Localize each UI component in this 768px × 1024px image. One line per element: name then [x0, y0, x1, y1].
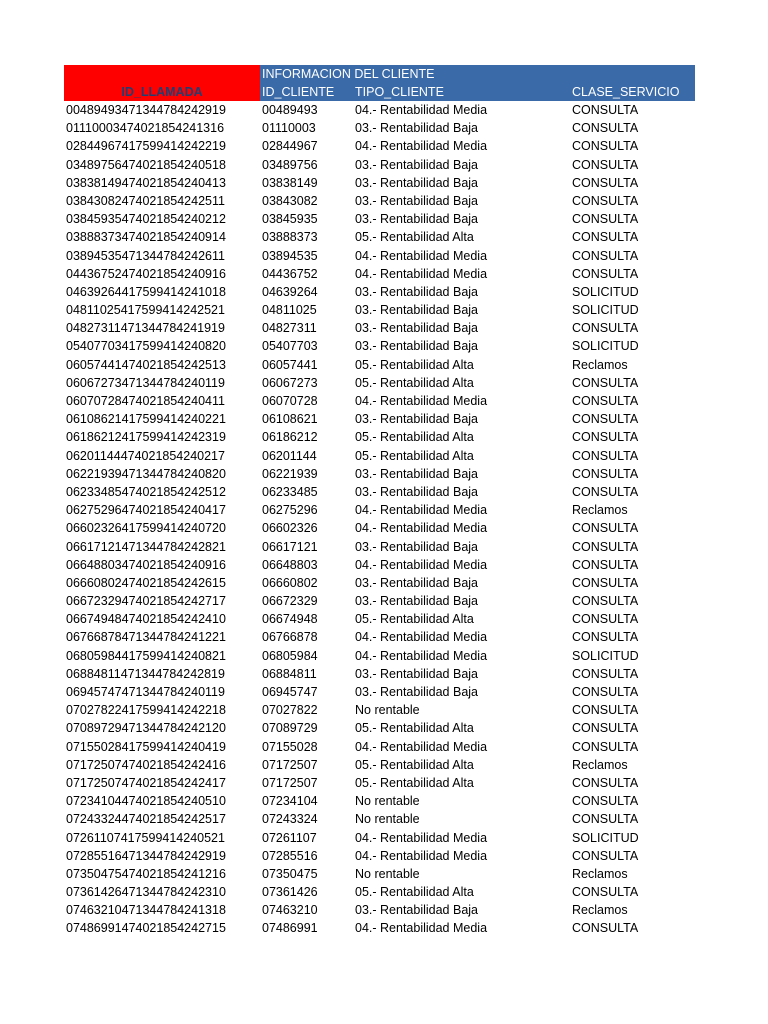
cell-tipo-cliente[interactable]: 05.- Rentabilidad Alta [355, 357, 474, 372]
cell-tipo-cliente[interactable]: 03.- Rentabilidad Baja [355, 121, 478, 136]
table-row [64, 356, 695, 374]
cell-id-llamada[interactable]: 07361426471344784242310 [66, 885, 226, 900]
cell-clase-servicio[interactable]: CONSULTA [572, 193, 639, 208]
table-row [64, 865, 695, 883]
cell-id-llamada[interactable]: 02844967417599414242219 [66, 139, 226, 154]
cell-clase-servicio[interactable]: CONSULTA [572, 448, 639, 463]
cell-id-cliente[interactable]: 06067273 [262, 375, 318, 390]
cell-id-llamada[interactable]: 07285516471344784242919 [66, 848, 226, 863]
cell-tipo-cliente[interactable]: 05.- Rentabilidad Alta [355, 612, 474, 627]
cell-id-cliente[interactable]: 03489756 [262, 157, 318, 172]
cell-id-llamada[interactable]: 07243324474021854242517 [66, 812, 226, 827]
table-row [64, 774, 695, 792]
cell-id-cliente[interactable]: 03888373 [262, 230, 318, 245]
cell-tipo-cliente[interactable]: 05.- Rentabilidad Alta [355, 430, 474, 445]
cell-tipo-cliente[interactable]: 04.- Rentabilidad Media [355, 521, 488, 536]
cell-tipo-cliente[interactable]: 03.- Rentabilidad Baja [355, 466, 478, 481]
cell-id-llamada[interactable]: 06067273471344784240119 [66, 375, 225, 390]
cell-id-llamada[interactable]: 03845935474021854240212 [66, 212, 226, 227]
cell-tipo-cliente[interactable]: 03.- Rentabilidad Baja [355, 539, 478, 554]
cell-id-cliente[interactable]: 01110003 [262, 121, 316, 136]
cell-id-llamada[interactable]: 06648803474021854240916 [66, 557, 226, 572]
cell-id-cliente[interactable]: 06070728 [262, 394, 318, 408]
cell-id-llamada[interactable]: 06884811471344784242819 [66, 666, 225, 681]
cell-clase-servicio[interactable]: CONSULTA [572, 921, 639, 936]
cell-id-cliente[interactable]: 06057441 [262, 357, 318, 372]
cell-tipo-cliente[interactable]: 04.- Rentabilidad Media [355, 103, 488, 117]
cell-id-llamada[interactable]: 04811025417599414242521 [66, 303, 225, 318]
cell-tipo-cliente[interactable]: 04.- Rentabilidad Media [355, 503, 488, 518]
cell-id-llamada[interactable]: 06057441474021854242513 [66, 357, 226, 372]
table-row [64, 847, 695, 865]
cell-tipo-cliente[interactable]: 05.- Rentabilidad Alta [355, 230, 474, 245]
cell-clase-servicio[interactable]: Reclamos [572, 503, 628, 518]
table-row [64, 247, 695, 265]
cell-tipo-cliente[interactable]: 04.- Rentabilidad Media [355, 739, 488, 754]
cell-id-cliente[interactable]: 07155028 [262, 739, 318, 754]
cell-id-llamada[interactable]: 03843082474021854242511 [66, 193, 225, 208]
cell-id-llamada[interactable]: 07261107417599414240521 [66, 830, 225, 845]
cell-id-cliente[interactable]: 06275296 [262, 503, 318, 518]
cell-tipo-cliente[interactable]: 03.- Rentabilidad Baja [355, 212, 478, 227]
cell-id-llamada[interactable]: 06766878471344784241221 [66, 630, 226, 645]
table-row [64, 301, 695, 319]
cell-id-llamada[interactable]: 06674948474021854242410 [66, 612, 226, 627]
cell-clase-servicio[interactable]: CONSULTA [572, 394, 639, 408]
cell-id-cliente[interactable]: 07285516 [262, 848, 318, 863]
cell-clase-servicio[interactable]: CONSULTA [572, 630, 639, 645]
cell-id-cliente[interactable]: 06884811 [262, 666, 317, 681]
cell-tipo-cliente[interactable]: 03.- Rentabilidad Baja [355, 193, 478, 208]
cell-id-cliente[interactable]: 06602326 [262, 521, 318, 536]
table-row [64, 210, 695, 228]
cell-clase-servicio[interactable]: Reclamos [572, 757, 628, 772]
cell-tipo-cliente[interactable]: 03.- Rentabilidad Baja [355, 321, 478, 336]
cell-clase-servicio[interactable]: CONSULTA [572, 575, 639, 590]
cell-tipo-cliente[interactable]: 04.- Rentabilidad Media [355, 139, 488, 154]
table-header [64, 65, 695, 101]
table-row [64, 683, 695, 701]
table-row [64, 519, 695, 537]
cell-id-cliente[interactable]: 03838149 [262, 175, 318, 190]
cell-clase-servicio[interactable]: CONSULTA [572, 721, 639, 736]
table-row [64, 647, 695, 665]
cell-clase-servicio[interactable]: CONSULTA [572, 794, 639, 809]
cell-id-cliente[interactable]: 06186212 [262, 430, 318, 445]
table-row [64, 901, 695, 919]
table-row [64, 374, 695, 392]
cell-id-llamada[interactable]: 07234104474021854240510 [66, 794, 226, 809]
cell-id-llamada[interactable]: 06221939471344784240820 [66, 466, 226, 481]
cell-tipo-cliente[interactable]: 03.- Rentabilidad Baja [355, 575, 478, 590]
cell-tipo-cliente[interactable]: 05.- Rentabilidad Alta [355, 775, 474, 790]
cell-id-cliente[interactable]: 04639264 [262, 284, 318, 299]
cell-tipo-cliente[interactable]: 05.- Rentabilidad Alta [355, 721, 474, 736]
table-row [64, 428, 695, 446]
cell-clase-servicio[interactable]: SOLICITUD [572, 830, 639, 845]
cell-tipo-cliente[interactable]: No rentable [355, 812, 420, 827]
table-row [64, 574, 695, 592]
cell-clase-servicio[interactable]: CONSULTA [572, 375, 639, 390]
table-row [64, 610, 695, 628]
cell-clase-servicio[interactable]: CONSULTA [572, 484, 639, 499]
cell-id-cliente[interactable]: 03894535 [262, 248, 318, 263]
cell-tipo-cliente[interactable]: 04.- Rentabilidad Media [355, 630, 488, 645]
cell-id-llamada[interactable]: 07089729471344784242120 [66, 721, 226, 736]
cell-id-llamada[interactable]: 07172507474021854242417 [66, 775, 226, 790]
table-row [64, 792, 695, 810]
cell-id-llamada[interactable]: 03489756474021854240518 [66, 157, 226, 172]
cell-tipo-cliente[interactable]: No rentable [355, 866, 420, 881]
cell-tipo-cliente[interactable]: 04.- Rentabilidad Media [355, 248, 488, 263]
cell-id-cliente[interactable]: 07172507 [262, 775, 318, 790]
cell-id-cliente[interactable]: 03845935 [262, 212, 318, 227]
cell-tipo-cliente[interactable]: 03.- Rentabilidad Baja [355, 594, 478, 609]
table-row [64, 538, 695, 556]
cell-id-cliente[interactable]: 05407703 [262, 339, 318, 354]
cell-id-cliente[interactable]: 07361426 [262, 885, 318, 900]
cell-id-cliente[interactable]: 06805984 [262, 648, 318, 663]
cell-clase-servicio[interactable]: CONSULTA [572, 812, 639, 827]
table-row [64, 465, 695, 483]
cell-id-llamada[interactable]: 04639264417599414241018 [66, 284, 226, 299]
cell-id-llamada[interactable]: 07486991474021854242715 [66, 921, 226, 936]
cell-clase-servicio[interactable]: CONSULTA [572, 248, 639, 263]
cell-id-llamada[interactable]: 07172507474021854242416 [66, 757, 226, 772]
cell-id-llamada[interactable]: 06108621417599414240221 [66, 412, 226, 427]
cell-clase-servicio[interactable]: CONSULTA [572, 157, 639, 172]
cell-id-cliente[interactable]: 06660802 [262, 575, 318, 590]
header-clase-servicio[interactable]: CLASE_SERVICIO [572, 85, 680, 99]
cell-id-llamada[interactable]: 06186212417599414242319 [66, 430, 226, 445]
table-row [64, 101, 695, 119]
cell-id-cliente[interactable]: 04811025 [262, 303, 317, 318]
cell-id-llamada[interactable]: 05407703417599414240820 [66, 339, 226, 354]
cell-clase-servicio[interactable]: CONSULTA [572, 412, 639, 427]
cell-clase-servicio[interactable]: CONSULTA [572, 466, 639, 481]
cell-clase-servicio[interactable]: SOLICITUD [572, 284, 639, 299]
cell-tipo-cliente[interactable]: No rentable [355, 794, 420, 809]
cell-clase-servicio[interactable]: CONSULTA [572, 885, 639, 900]
cell-clase-servicio[interactable]: SOLICITUD [572, 303, 639, 318]
cell-clase-servicio[interactable]: CONSULTA [572, 848, 639, 863]
cell-clase-servicio[interactable]: CONSULTA [572, 739, 639, 754]
cell-id-cliente[interactable]: 00489493 [262, 103, 318, 117]
cell-clase-servicio[interactable]: CONSULTA [572, 666, 639, 681]
cell-clase-servicio[interactable]: CONSULTA [572, 266, 639, 281]
table-row [64, 410, 695, 428]
cell-tipo-cliente[interactable]: 05.- Rentabilidad Alta [355, 448, 474, 463]
table-row [64, 756, 695, 774]
table-row [64, 156, 695, 174]
cell-clase-servicio[interactable]: CONSULTA [572, 685, 639, 699]
cell-id-llamada[interactable]: 07463210471344784241318 [66, 903, 226, 918]
cell-id-cliente[interactable]: 07350475 [262, 866, 318, 881]
cell-tipo-cliente[interactable]: 05.- Rentabilidad Alta [355, 885, 474, 900]
cell-id-llamada[interactable]: 06672329474021854242717 [66, 594, 226, 609]
cell-id-llamada[interactable]: 06275296474021854240417 [66, 503, 226, 518]
cell-id-cliente[interactable]: 06672329 [262, 594, 318, 609]
cell-id-llamada[interactable]: 06201144474021854240217 [66, 448, 225, 463]
table-row [64, 738, 695, 756]
cell-clase-servicio[interactable]: CONSULTA [572, 103, 639, 117]
table-row [64, 319, 695, 337]
cell-id-llamada[interactable]: 07350475474021854241216 [66, 866, 226, 881]
cell-clase-servicio[interactable]: Reclamos [572, 357, 628, 372]
cell-id-cliente[interactable]: 07027822 [262, 703, 318, 718]
cell-clase-servicio[interactable]: CONSULTA [572, 775, 639, 790]
cell-id-cliente[interactable]: 03843082 [262, 193, 318, 208]
cell-clase-servicio[interactable]: CONSULTA [572, 557, 639, 572]
cell-id-llamada[interactable]: 06805984417599414240821 [66, 648, 226, 663]
cell-id-cliente[interactable]: 07089729 [262, 721, 318, 736]
cell-tipo-cliente[interactable]: 04.- Rentabilidad Media [355, 848, 488, 863]
cell-id-cliente[interactable]: 07463210 [262, 903, 318, 918]
cell-id-llamada[interactable]: 06602326417599414240720 [66, 521, 226, 536]
table-row [64, 628, 695, 646]
cell-clase-servicio[interactable]: CONSULTA [572, 521, 639, 536]
cell-id-cliente[interactable]: 06945747 [262, 685, 318, 699]
cell-id-cliente[interactable]: 06674948 [262, 612, 318, 627]
cell-tipo-cliente[interactable]: 03.- Rentabilidad Baja [355, 666, 478, 681]
header-client-info-block [260, 65, 695, 101]
cell-id-llamada[interactable]: 06945747471344784240119 [66, 685, 225, 699]
cell-id-llamada[interactable]: 03894535471344784242611 [66, 248, 225, 263]
cell-tipo-cliente[interactable]: 03.- Rentabilidad Baja [355, 175, 478, 190]
table-row [64, 392, 695, 410]
cell-tipo-cliente[interactable]: 04.- Rentabilidad Media [355, 648, 488, 663]
cell-clase-servicio[interactable]: CONSULTA [572, 430, 639, 445]
cell-id-llamada[interactable]: 06660802474021854242615 [66, 575, 226, 590]
table-row [64, 556, 695, 574]
cell-id-cliente[interactable]: 07234104 [262, 794, 318, 809]
cell-clase-servicio[interactable]: CONSULTA [572, 539, 639, 554]
cell-tipo-cliente[interactable]: 04.- Rentabilidad Media [355, 830, 488, 845]
table-row [64, 447, 695, 465]
cell-clase-servicio[interactable]: CONSULTA [572, 703, 639, 718]
cell-clase-servicio[interactable]: CONSULTA [572, 139, 639, 154]
cell-tipo-cliente[interactable]: 05.- Rentabilidad Alta [355, 757, 474, 772]
table-row [64, 501, 695, 519]
cell-id-llamada[interactable]: 00489493471344784242919 [66, 103, 226, 117]
cell-tipo-cliente[interactable]: 05.- Rentabilidad Alta [355, 375, 474, 390]
cell-tipo-cliente[interactable]: 03.- Rentabilidad Baja [355, 412, 478, 427]
table-row [64, 192, 695, 210]
cell-clase-servicio[interactable]: CONSULTA [572, 175, 639, 190]
cell-tipo-cliente[interactable]: 03.- Rentabilidad Baja [355, 284, 478, 299]
cell-tipo-cliente[interactable]: 04.- Rentabilidad Media [355, 266, 488, 281]
cell-tipo-cliente[interactable]: 03.- Rentabilidad Baja [355, 339, 478, 354]
cell-tipo-cliente[interactable]: 04.- Rentabilidad Media [355, 394, 488, 408]
cell-id-cliente[interactable]: 06221939 [262, 466, 318, 481]
cell-tipo-cliente[interactable]: No rentable [355, 703, 420, 718]
cell-tipo-cliente[interactable]: 03.- Rentabilidad Baja [355, 685, 478, 699]
spreadsheet-table [64, 65, 695, 936]
cell-id-cliente[interactable]: 07261107 [262, 830, 317, 845]
table-row [64, 883, 695, 901]
cell-id-llamada[interactable]: 06617121471344784242821 [66, 539, 226, 554]
cell-id-cliente[interactable]: 02844967 [262, 139, 318, 154]
header-group-title[interactable]: INFORMACION DEL CLIENTE [262, 67, 435, 81]
cell-id-llamada[interactable]: 03838149474021854240413 [66, 175, 226, 190]
table-body [64, 101, 695, 938]
cell-id-cliente[interactable]: 07243324 [262, 812, 318, 827]
cell-clase-servicio[interactable]: CONSULTA [572, 212, 639, 227]
cell-id-cliente[interactable]: 07486991 [262, 921, 318, 936]
cell-clase-servicio[interactable]: CONSULTA [572, 121, 639, 136]
header-id-cliente[interactable]: ID_CLIENTE [262, 85, 335, 99]
cell-tipo-cliente[interactable]: 03.- Rentabilidad Baja [355, 484, 478, 499]
cell-id-llamada[interactable]: 07155028417599414240419 [66, 739, 226, 754]
table-row [64, 174, 695, 192]
cell-id-cliente[interactable]: 06233485 [262, 484, 318, 499]
cell-clase-servicio[interactable]: CONSULTA [572, 612, 639, 627]
cell-id-cliente[interactable]: 06617121 [262, 539, 318, 554]
table-row [64, 119, 695, 137]
cell-id-cliente[interactable]: 07172507 [262, 757, 318, 772]
cell-tipo-cliente[interactable]: 03.- Rentabilidad Baja [355, 903, 478, 918]
cell-id-cliente[interactable]: 06108621 [262, 412, 318, 427]
cell-tipo-cliente[interactable]: 04.- Rentabilidad Media [355, 921, 488, 936]
cell-id-cliente[interactable]: 06648803 [262, 557, 318, 572]
cell-id-llamada[interactable]: 06233485474021854242512 [66, 484, 226, 499]
header-tipo-cliente[interactable]: TIPO_CLIENTE [355, 85, 444, 99]
cell-tipo-cliente[interactable]: 03.- Rentabilidad Baja [355, 157, 478, 172]
table-row [64, 265, 695, 283]
table-row [64, 810, 695, 828]
cell-clase-servicio[interactable]: CONSULTA [572, 321, 639, 336]
table-row [64, 337, 695, 355]
table-row [64, 483, 695, 501]
table-row [64, 919, 695, 937]
cell-id-llamada[interactable]: 07027822417599414242218 [66, 703, 226, 718]
cell-clase-servicio[interactable]: Reclamos [572, 903, 628, 918]
cell-clase-servicio[interactable]: CONSULTA [572, 594, 639, 609]
header-id-llamada-cell[interactable] [64, 65, 260, 101]
cell-id-llamada[interactable]: 06070728474021854240411 [66, 394, 225, 408]
table-row [64, 283, 695, 301]
cell-id-llamada[interactable]: 04436752474021854240916 [66, 266, 226, 281]
cell-clase-servicio[interactable]: SOLICITUD [572, 648, 639, 663]
table-row [64, 228, 695, 246]
cell-clase-servicio[interactable]: CONSULTA [572, 230, 639, 245]
cell-id-cliente[interactable]: 06201144 [262, 448, 317, 463]
cell-id-llamada[interactable]: 04827311471344784241919 [66, 321, 225, 336]
cell-id-cliente[interactable]: 04827311 [262, 321, 317, 336]
cell-clase-servicio[interactable]: SOLICITUD [572, 339, 639, 354]
cell-id-cliente[interactable]: 06766878 [262, 630, 318, 645]
table-row [64, 719, 695, 737]
table-row [64, 137, 695, 155]
table-row [64, 829, 695, 847]
cell-id-cliente[interactable]: 04436752 [262, 266, 318, 281]
cell-tipo-cliente[interactable]: 04.- Rentabilidad Media [355, 557, 488, 572]
cell-clase-servicio[interactable]: Reclamos [572, 866, 628, 881]
cell-id-llamada[interactable]: 01110003474021854241316 [66, 121, 225, 136]
table-row [64, 592, 695, 610]
cell-tipo-cliente[interactable]: 03.- Rentabilidad Baja [355, 303, 478, 318]
table-row [64, 665, 695, 683]
table-row [64, 701, 695, 719]
cell-id-llamada[interactable]: 03888373474021854240914 [66, 230, 226, 245]
header-id-llamada: ID_LLAMADA [121, 85, 203, 99]
